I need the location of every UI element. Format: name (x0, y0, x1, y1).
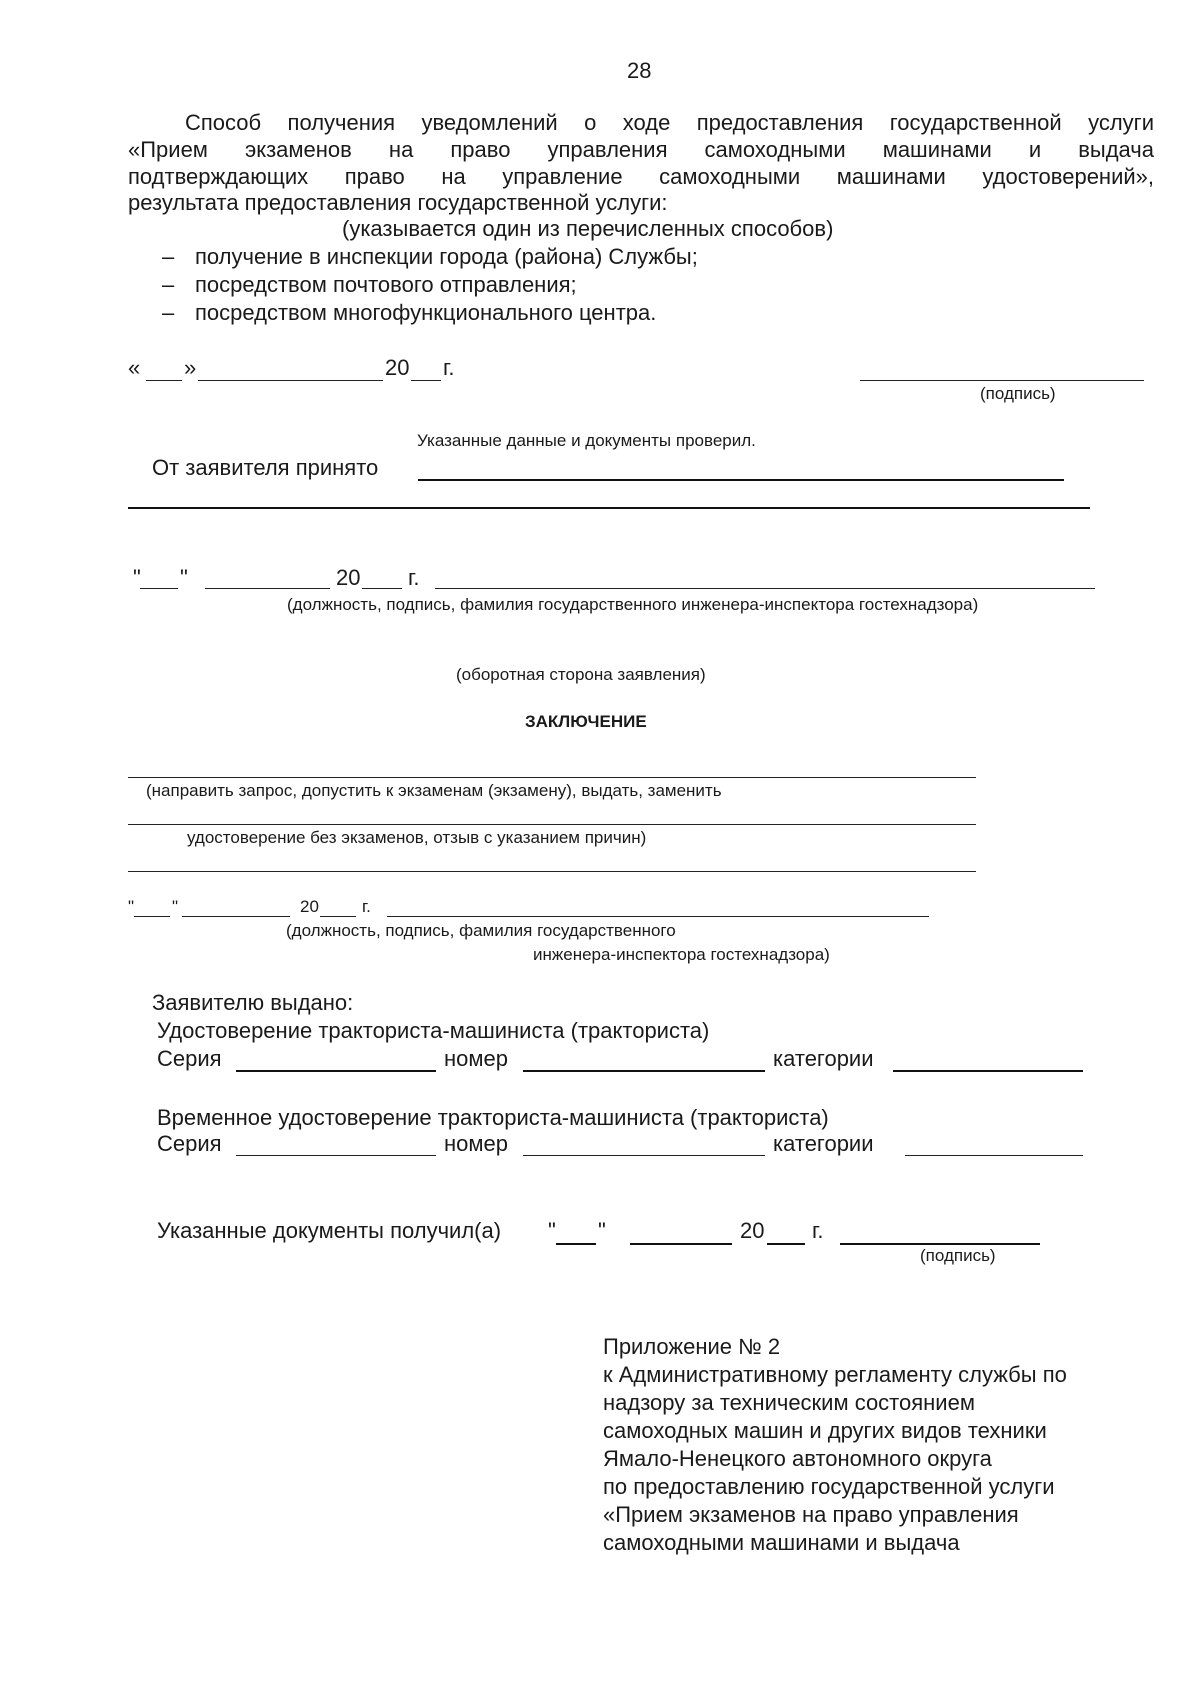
appendix-line: к Административному регламенту службы по (603, 1362, 1067, 1387)
year-prefix: 20 (336, 565, 361, 590)
year-blank (767, 1243, 805, 1245)
list-item (162, 300, 656, 326)
year-suffix: г. (362, 897, 371, 916)
quote-open: « (128, 355, 141, 380)
quote-open: " (128, 897, 135, 916)
year-prefix: 20 (300, 897, 319, 916)
number-blank (523, 1070, 765, 1072)
year-suffix: г. (408, 565, 420, 590)
quote-close: " (180, 565, 188, 590)
quote-close: " (172, 897, 179, 916)
received-label: Указанные документы получил(а) (157, 1218, 502, 1243)
inspector-blank (435, 588, 1095, 589)
category-label: категории (773, 1046, 874, 1071)
cert-2-title: Временное удостоверение тракториста-машиниста (тракториста) (157, 1105, 829, 1130)
conclusion-hint-2: удостоверение без экзаменов, отзыв с указанием причин) (187, 828, 647, 847)
conclusion-title: ЗАКЛЮЧЕНИЕ (525, 712, 647, 731)
list-item-text: посредством многофункционального центра. (195, 300, 657, 325)
cert-1-title: Удостоверение тракториста-машиниста (тракториста) (157, 1018, 710, 1043)
quote-close: » (184, 355, 197, 380)
appendix-line: Ямало-Ненецкого автономного округа (603, 1446, 992, 1471)
year-prefix: 20 (385, 355, 410, 380)
day-blank (146, 380, 182, 381)
signature-caption: (подпись) (980, 384, 1056, 403)
category-blank (893, 1070, 1083, 1072)
conclusion-line (128, 824, 976, 825)
inspector-caption-line-1: (должность, подпись, фамилия государственного (286, 921, 676, 940)
inspector-caption: (должность, подпись, фамилия государственного инженера-инспектора гостехнадзора) (287, 595, 979, 614)
year-blank (362, 588, 402, 589)
quote-open: " (548, 1218, 556, 1243)
inspector-blank (387, 916, 929, 917)
quote-open: " (133, 565, 141, 590)
number-blank (523, 1155, 765, 1156)
appendix-line: самоходными машинами и выдача (603, 1530, 960, 1555)
accepted-blank (418, 479, 1064, 481)
year-suffix: г. (812, 1218, 824, 1243)
month-blank (182, 916, 290, 917)
paragraph-line: результата предоставления государственной услуги: (128, 190, 668, 215)
category-label: категории (773, 1131, 874, 1156)
conclusion-hint-1: (направить запрос, допустить к экзаменам (экзамену), выдать, заменить (146, 781, 722, 800)
month-blank (205, 588, 330, 589)
paragraph-line: подтверждающих право на управление самоходными машинами удостоверений», (128, 164, 1154, 189)
appendix-block (603, 1333, 1067, 1557)
conclusion-line (128, 777, 976, 778)
accepted-blank-continued (128, 507, 1090, 509)
issued-title: Заявителю выдано: (152, 990, 354, 1015)
conclusion-line (128, 871, 976, 872)
dash-bullet: – (162, 272, 175, 297)
accepted-label: От заявителя принято (152, 455, 379, 480)
signature-line (860, 380, 1144, 381)
day-blank (556, 1243, 596, 1245)
series-blank (236, 1155, 436, 1156)
month-blank (630, 1243, 732, 1245)
inspector-caption-line-2: инженера-инспектора гостехнадзора) (533, 945, 830, 964)
series-label: Серия (157, 1046, 222, 1071)
notify-hint: (указывается один из перечисленных способов) (342, 216, 834, 241)
number-label: номер (444, 1131, 508, 1156)
reverse-side-note: (оборотная сторона заявления) (456, 665, 706, 684)
year-suffix: г. (443, 355, 455, 380)
appendix-line: Приложение № 2 (603, 1334, 781, 1359)
dash-bullet: – (162, 244, 175, 269)
list-item (162, 244, 698, 270)
page-number: 28 (627, 58, 652, 83)
day-blank (134, 916, 170, 917)
list-item (162, 272, 577, 298)
appendix-line: надзору за техническим состоянием (603, 1390, 975, 1415)
category-blank (905, 1155, 1083, 1156)
series-blank (236, 1070, 436, 1072)
year-blank (411, 380, 441, 381)
appendix-line: «Прием экзаменов на право управления (603, 1502, 1019, 1527)
dash-bullet: – (162, 300, 175, 325)
day-blank (140, 588, 178, 589)
checked-note: Указанные данные и документы проверил. (417, 431, 756, 450)
paragraph-line: Способ получения уведомлений о ходе предоставления государственной услуги (185, 110, 1154, 135)
signature-blank (840, 1243, 1040, 1245)
year-blank (320, 916, 356, 917)
signature-caption-2: (подпись) (920, 1246, 996, 1265)
list-item-text: получение в инспекции города (района) Службы; (195, 244, 698, 269)
quote-close: " (598, 1218, 606, 1243)
list-item-text: посредством почтового отправления; (195, 272, 577, 297)
month-blank (198, 380, 383, 381)
year-prefix: 20 (740, 1218, 765, 1243)
appendix-line: по предоставлению государственной услуги (603, 1474, 1055, 1499)
paragraph-line: «Прием экзаменов на право управления самоходными машинами и выдача (128, 137, 1154, 162)
number-label: номер (444, 1046, 508, 1071)
appendix-line: самоходных машин и других видов техники (603, 1418, 1047, 1443)
series-label: Серия (157, 1131, 222, 1156)
